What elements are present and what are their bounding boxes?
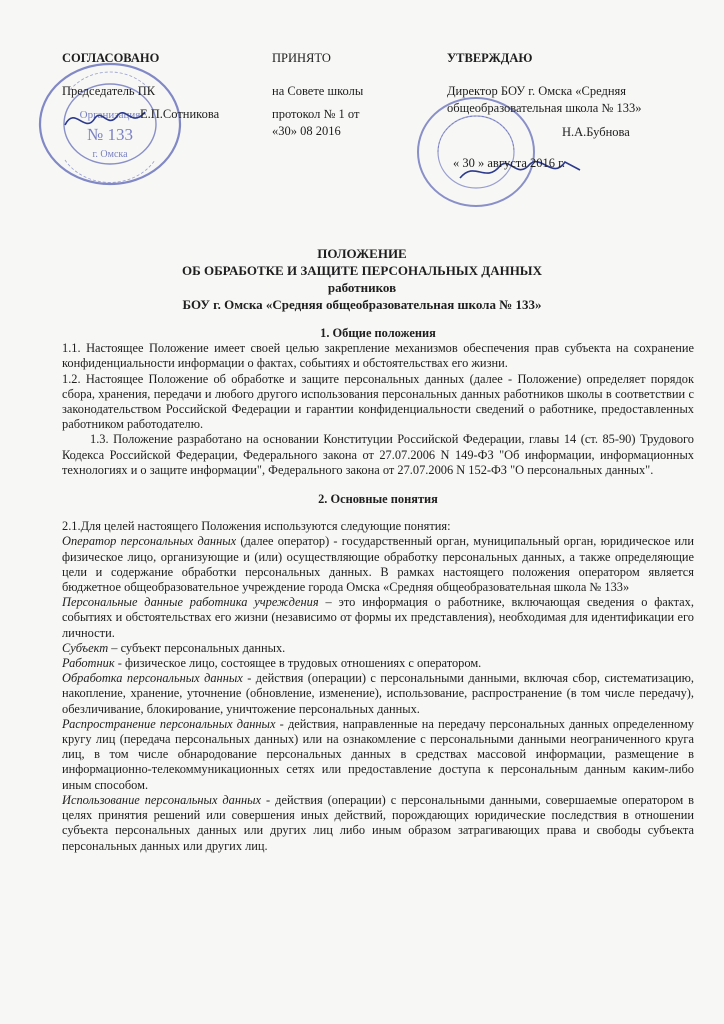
- accepted-line1: на Совете школы: [272, 84, 364, 98]
- stamp-left-top: Организация: [79, 109, 141, 121]
- text-employee: - физическое лицо, состоящее в трудовых отношениях с оператором.: [114, 656, 482, 671]
- term-distribution: Распространение персональных данных: [62, 716, 276, 731]
- section1-heading: 1. Общие положения: [320, 326, 436, 340]
- term-personal-data: Персональные данные работника учреждения: [62, 595, 319, 610]
- accepted-line3: «30» 08 2016: [272, 124, 341, 138]
- term-processing: Обработка персональных данных: [62, 671, 243, 686]
- accepted-line2: протокол № 1 от: [272, 107, 360, 121]
- agreed-line2: Е.П.Сотникова: [140, 107, 220, 121]
- section1-p1: 1.1. Настоящее Положение имеет своей целью закрепление механизмов обеспечения прав субъекта на сохранение конфиденциальности информации о фактах, событиях и обстоятельствах его жизни.: [62, 341, 694, 371]
- header-approved: [447, 50, 692, 172]
- definition-processing: [62, 671, 694, 717]
- approved-title: УТВЕРЖДАЮ: [447, 51, 533, 65]
- agreed-line1: Председатель ПК: [62, 84, 156, 98]
- section1-p3: 1.3. Положение разработано на основании Конституции Российской Федерации, главы 14 (ст. 85-90) Трудового Кодекса Российской Федерации, Федерального закона от 27.07.2006 N 149-ФЗ "Об информации, информационных технологиях и о защите информации", Федерального закона от 27.07.2006 N 152-ФЗ "О персональных данных".: [62, 432, 694, 477]
- section1-p2: 1.2. Настоящее Положение об обработке и защите персональных данных (далее - Положение) определяет порядок сбора, хранения, передачи и любого другого использования персональных данных работников школы в соответствии с законодательством Российской Федерации и гарантии конфиденциальности сведений о работнике, предоставленных работником работодателю.: [62, 371, 694, 432]
- text-subject: – субъект персональных данных.: [108, 640, 286, 655]
- approved-line3: Н.А.Бубнова: [562, 125, 630, 139]
- definition-operator: [62, 534, 694, 595]
- accepted-title: ПРИНЯТО: [272, 51, 331, 65]
- definition-employee: [62, 656, 694, 671]
- header-accepted: [272, 50, 442, 140]
- term-operator: Оператор персональных данных: [62, 534, 237, 549]
- title-line1: ПОЛОЖЕНИЕ: [317, 246, 407, 261]
- title-line4: БОУ г. Омска «Средняя общеобразовательная школа № 133»: [182, 297, 542, 312]
- definition-subject: [62, 641, 694, 656]
- text-usage: - действия (операции) с персональными данными, совершаемые оператором в целях принятия решений или совершения иных действий, порождающих юридические последствия в отношении субъекта персональных данных или других лиц либо иным образом затрагивающих права и свободы субъекта персональных данных или других лиц.: [62, 792, 694, 853]
- document-title: [0, 245, 724, 313]
- term-employee: Работник: [62, 656, 115, 671]
- text-personal-data: – это информация о работнике, включающая сведения о фактах, событиях и обстоятельствах его жизни (независимо от формы их представления), необходимая для идентификации его личности.: [62, 595, 694, 640]
- agreed-title: СОГЛАСОВАНО: [62, 51, 160, 65]
- section2-intro: 2.1.Для целей настоящего Положения используются следующие понятия:: [62, 519, 451, 534]
- text-operator: (далее оператор) - государственный орган, муниципальный орган, юридическое или физическое лицо, организующие и (или) осуществляющие обработку персональных данных, а также определяющие цели и содержание обработки персональных данных. В рамках настоящего положения оператором является бюджетное общеобразовательное учреждение города Омска «Средняя общеобразовательная школа № 133»: [62, 534, 694, 595]
- section2-heading: 2. Основные понятия: [318, 492, 438, 507]
- text-processing: - действия (операции) с персональными данными, включая сбор, систематизацию, накопление, хранение, уточнение (обновление, изменение), использование, распространение (в том числе передачу), обезличивание, блокирование, уничтожение персональных данных.: [62, 671, 694, 716]
- title-line2: ОБ ОБРАБОТКЕ И ЗАЩИТЕ ПЕРСОНАЛЬНЫХ ДАННЫХ: [182, 263, 542, 278]
- stamp-left-mid: № 133: [87, 125, 133, 144]
- definition-personal-data: [62, 595, 694, 641]
- text-distribution: - действия, направленные на передачу персональных данных определенному кругу лиц (передача персональных данных) или на ознакомление с персональными данными неограниченного круга лиц, в том числе обнародование персональных данных в средствах массовой информации, размещение в информационно-телекоммуникационных сетях или предоставление доступа к персональным данным каким-либо иным способом.: [62, 716, 694, 792]
- title-line3: работников: [327, 280, 397, 295]
- definition-usage: [62, 793, 694, 854]
- document-body: [62, 326, 694, 854]
- term-subject: Субъект: [62, 640, 109, 655]
- definition-distribution: [62, 717, 694, 793]
- header-agreed: [62, 50, 262, 123]
- approved-line1: Директор БОУ г. Омска «Средняя: [447, 84, 627, 98]
- approved-line4: « 30 » августа 2016 г.: [453, 156, 566, 170]
- term-usage: Использование персональных данных: [62, 792, 262, 807]
- stamp-left-bot: г. Омска: [92, 149, 128, 160]
- approved-line2: общеобразовательная школа № 133»: [447, 101, 642, 115]
